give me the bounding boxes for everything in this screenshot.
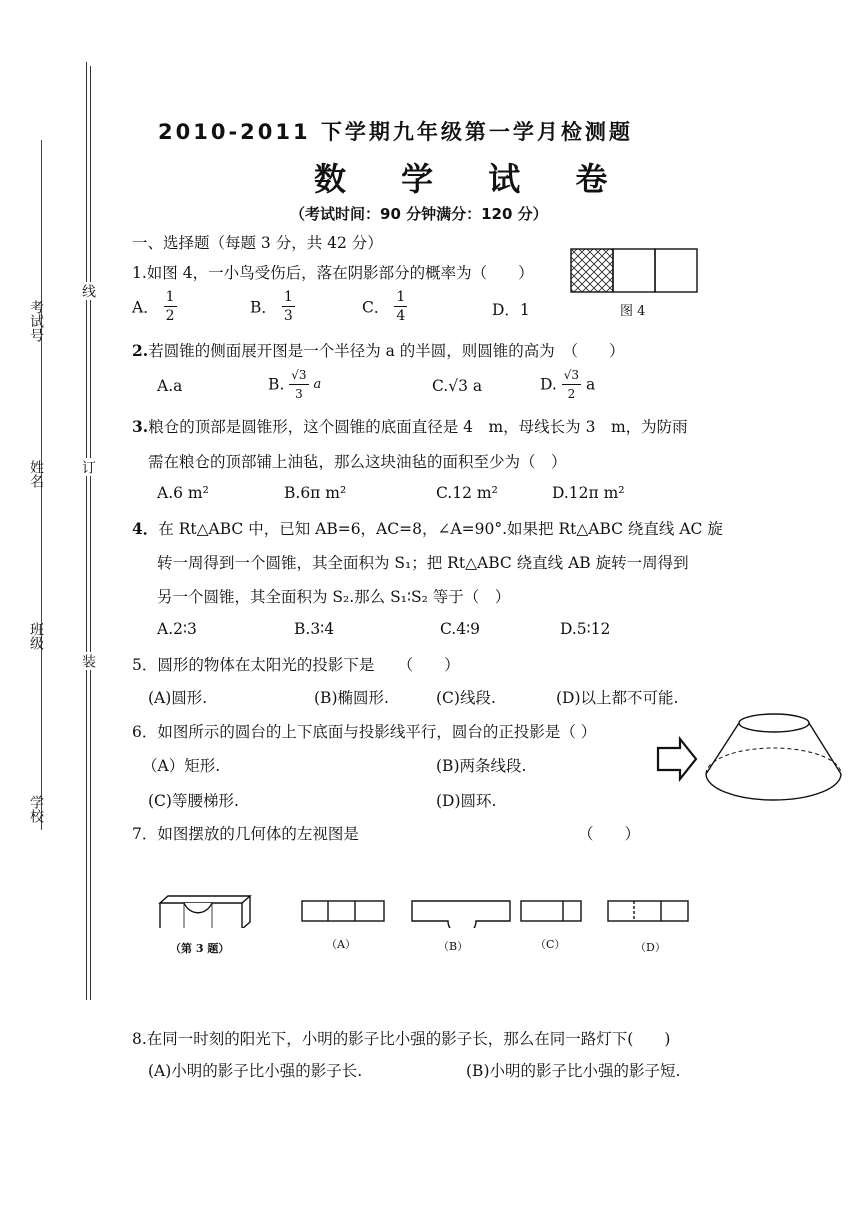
q3-option-a: A.6 m²	[157, 484, 209, 502]
q4-option-d: D.5∶12	[560, 620, 611, 638]
q1-c-num: 1	[396, 289, 406, 305]
projection-arrow-icon	[658, 739, 696, 779]
q1-c-fraction	[394, 288, 407, 325]
q3-option-c: C.12 m²	[436, 484, 498, 502]
q4-option-a: A.2∶3	[157, 620, 197, 638]
binding-mark-line: 线	[80, 284, 96, 298]
q6-option-a: （A）矩形.	[142, 757, 221, 775]
q5-stem: 5．圆形的物体在太阳光的投影下是 （ ）	[132, 656, 460, 674]
q1-c-den: 4	[396, 308, 406, 324]
paper-title: 数 学 试 卷	[314, 160, 630, 198]
q6-option-d: (D)圆环.	[436, 792, 497, 810]
q1-option-b	[250, 288, 295, 325]
q3-option-d: D.12π m²	[552, 484, 625, 502]
q3-line1	[132, 415, 688, 437]
q1-b-den: 3	[283, 308, 293, 324]
q1-cell-3	[655, 249, 697, 292]
q6-stem: 6．如图所示的圆台的上下底面与投影线平行，圆台的正投影是（ ）	[132, 723, 597, 741]
q2-b-var: a	[313, 377, 322, 392]
q2-option-d	[540, 366, 595, 403]
q1-figure	[570, 248, 698, 294]
q7-solid-figure	[160, 896, 250, 928]
q2-b-num: √3	[289, 366, 308, 385]
q4-option-b: B.3∶4	[294, 620, 335, 638]
q7-option-d-view	[608, 901, 688, 921]
q1-option-c	[362, 288, 407, 325]
q2-option-c: C.√3 a	[432, 377, 483, 395]
q7-label-b: （B）	[438, 940, 469, 953]
q6-option-c: (C)等腰梯形.	[148, 792, 239, 810]
section-heading: 一、选择题（每题 3 分，共 42 分）	[132, 234, 383, 252]
exam-info: （考试时间：90 分钟满分：120 分）	[290, 205, 548, 223]
q7-option-a-view	[302, 901, 384, 921]
q2-option-a: A.a	[157, 377, 183, 395]
q4-number: 4．	[132, 519, 159, 538]
binding-mark-bind: 装	[80, 654, 96, 668]
frustum-shape	[706, 714, 841, 800]
q5-option-d: (D)以上都不可能.	[556, 689, 679, 707]
q7-label-a: （A）	[326, 938, 356, 951]
binding-label-exam-no: 考试号	[28, 300, 44, 342]
q3-option-b: B.6π m²	[284, 484, 347, 502]
q7-label-d: （D）	[635, 941, 666, 954]
binding-label-name: 姓名	[28, 460, 44, 488]
q1-option-a	[132, 288, 177, 325]
q3-number: 3.	[132, 417, 149, 436]
q4-text-1: 在 Rt△ABC 中，已知 AB=6，AC=8，∠A=90°.如果把 Rt△ABC 绕直线 AC 旋	[158, 520, 723, 538]
q1-stem: 1.如图 4，一小鸟受伤后，落在阴影部分的概率为（ ）	[132, 264, 534, 282]
q5-option-a: (A)圆形.	[148, 689, 208, 707]
q3-line2: 需在粮仓的顶部铺上油毡，那么这块油毡的面积至少为（ ）	[148, 453, 567, 471]
q8-option-b: (B)小明的影子比小强的影子短.	[466, 1062, 681, 1080]
margin-rule-1	[86, 62, 87, 1000]
q2-d-letter: D.	[540, 375, 557, 394]
q1-cell-2	[613, 249, 655, 292]
q6-figure	[654, 710, 850, 806]
q7-figures	[150, 888, 700, 928]
q2-d-den: 2	[567, 387, 576, 401]
q2-d-fraction	[562, 366, 581, 403]
q7-paren: （ ）	[578, 825, 641, 843]
q7-option-b-view	[412, 901, 510, 928]
q7-label-c: （C）	[535, 938, 566, 951]
q1-option-d: D．1	[492, 301, 530, 319]
q2-b-den: 3	[295, 387, 303, 401]
binding-label-school: 学校	[28, 795, 44, 823]
q5-option-b: (B)椭圆形.	[314, 689, 389, 707]
q1-c-letter: C．	[362, 298, 390, 317]
exam-title: 2010-2011 下学期九年级第一学月检测题	[158, 120, 633, 144]
q1-a-fraction	[164, 288, 177, 325]
q1-a-den: 2	[165, 308, 175, 324]
q1-shaded-cell	[571, 249, 613, 292]
q8-stem: 8.在同一时刻的阳光下，小明的影子比小强的影子长，那么在同一路灯下( )	[132, 1030, 671, 1048]
q2-option-b	[268, 366, 321, 403]
q2-number: 2.	[132, 341, 149, 360]
q1-fig-label: 图 4	[620, 304, 646, 319]
q8-option-a: (A)小明的影子比小强的影子长.	[148, 1062, 363, 1080]
q4-line2: 转一周得到一个圆锥，其全面积为 S₁；把 Rt△ABC 绕直线 AB 旋转一周得到	[157, 554, 689, 572]
margin-rule-2	[90, 66, 91, 1000]
q4-line1	[132, 517, 723, 539]
q1-b-fraction	[282, 288, 295, 325]
q1-b-num: 1	[283, 289, 293, 305]
q2-d-var: a	[585, 375, 596, 394]
q7-option-c-view	[521, 901, 581, 921]
binding-label-class: 班级	[28, 622, 44, 650]
q1-a-letter: A．	[132, 298, 159, 317]
q7-stem: 7．如图摆放的几何体的左视图是	[132, 825, 359, 843]
q4-option-c: C.4∶9	[440, 620, 480, 638]
q7-fig-label: （第 3 题）	[170, 942, 230, 955]
q1-b-letter: B．	[250, 298, 277, 317]
binding-mark-order: 订	[80, 460, 96, 474]
q2-b-fraction	[289, 366, 308, 403]
q4-line3: 另一个圆锥，其全面积为 S₂.那么 S₁∶S₂ 等于（ ）	[157, 588, 511, 606]
q3-text-1: 粮仓的顶部是圆锥形，这个圆锥的底面直径是 4 m，母线长为 3 m，为防雨	[148, 418, 688, 436]
q1-a-num: 1	[165, 289, 175, 305]
q6-option-b: (B)两条线段.	[436, 757, 527, 775]
q2-b-letter: B.	[268, 375, 285, 394]
q2-stem	[132, 339, 625, 361]
q2-d-num: √3	[562, 366, 581, 385]
q2-text: 若圆锥的侧面展开图是一个半径为 a 的半圆，则圆锥的高为 （ ）	[148, 342, 625, 360]
q5-option-c: (C)线段.	[436, 689, 496, 707]
